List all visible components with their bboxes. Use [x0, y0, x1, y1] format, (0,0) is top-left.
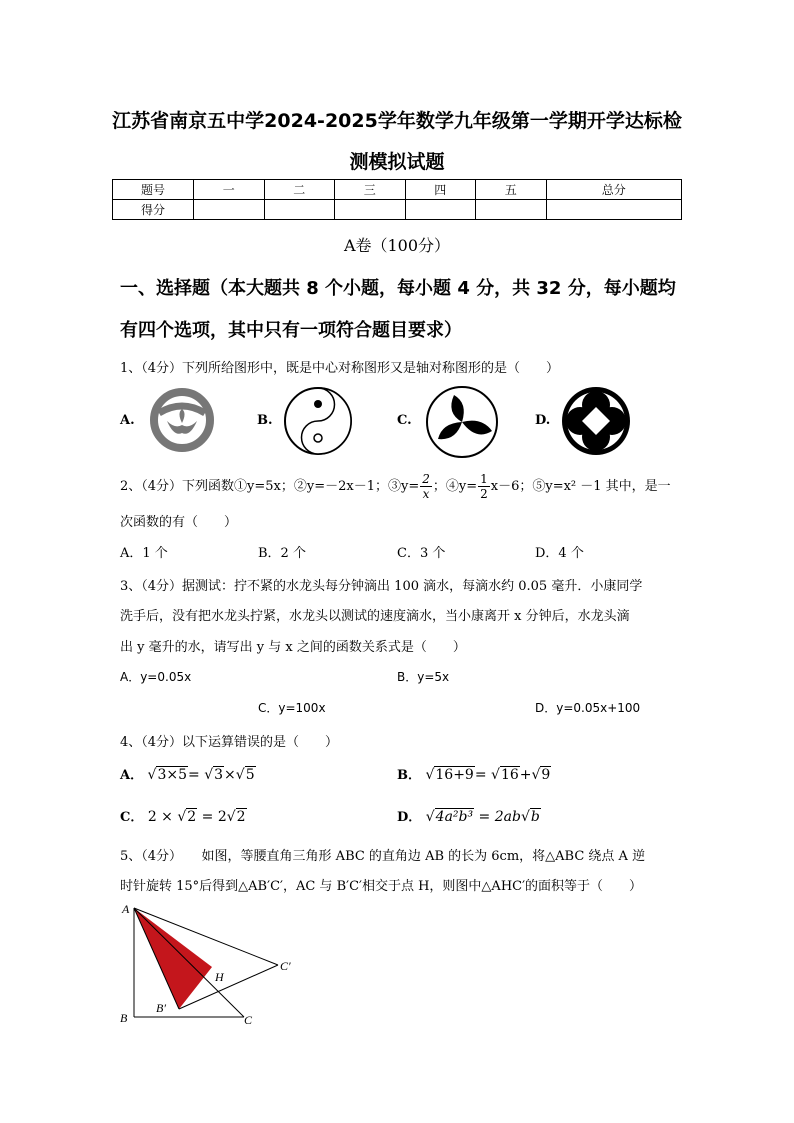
sqrt-icon: √ [235, 767, 245, 783]
q2-fraction-1-denominator: x [422, 487, 430, 501]
score-cell[interactable] [264, 200, 335, 220]
q4-b-radicand: 16+9 [435, 767, 474, 783]
q2-fraction-2-over-x [420, 472, 432, 501]
sqrt-icon: √ [425, 809, 435, 825]
q1-option-b-label[interactable]: B. [257, 413, 273, 428]
q3-option-c[interactable]: C．y=100x [258, 701, 326, 715]
q2-option-b[interactable]: B．2 个 [258, 546, 306, 561]
q4-a-r1: 3 [214, 767, 224, 783]
figure-label-c: C [244, 1013, 253, 1027]
score-header-cell: 题号 [113, 180, 194, 200]
q2-text-part-2: ；④y= [432, 479, 478, 494]
q4-option-b-label: B． [397, 768, 421, 783]
q1-option-c-three-petal-icon [424, 385, 500, 459]
page-title-line-2: 测模拟试题 [349, 151, 445, 173]
score-table-header-row [113, 180, 682, 200]
q4-option-c[interactable] [120, 806, 247, 825]
q2-option-d[interactable]: D．4 个 [535, 546, 584, 561]
q4-a-radicand: 3×5 [157, 767, 188, 783]
q4-option-c-label: C． [120, 810, 144, 825]
score-cell[interactable] [405, 200, 476, 220]
score-header-cell: 一 [194, 180, 265, 200]
q2-text-part-3: x－6；⑤y=x² －1 其中，是一 [490, 479, 671, 494]
sqrt-icon: √ [177, 809, 187, 825]
q1-option-c-label[interactable]: C. [397, 413, 412, 428]
score-header-cell: 四 [405, 180, 476, 200]
q5-triangle-figure [116, 900, 306, 1030]
score-cell[interactable] [194, 200, 265, 220]
score-table-score-row [113, 200, 682, 220]
question-5-stem-line-1: 5、（4分） 如图，等腰直角三角形 ABC 的直角边 AB 的长为 6cm，将△ABC 绕点 A 逆 [120, 849, 646, 864]
figure-label-b-prime: B′ [156, 1001, 166, 1015]
sqrt-icon: √ [204, 767, 214, 783]
q2-option-c[interactable]: C．3 个 [397, 546, 446, 561]
q4-c-part2: = 2 [197, 809, 227, 825]
figure-label-a: A [122, 902, 130, 916]
score-cell[interactable] [546, 200, 682, 220]
q4-d-radicand: 4a²b³ [435, 809, 474, 825]
q4-b-r2: 9 [541, 767, 551, 783]
q1-option-a-label[interactable]: A. [120, 413, 135, 428]
page-title-line-1: 江苏省南京五中学2024-2025学年数学九年级第一学期开学达标检 [112, 110, 682, 132]
q4-option-a[interactable] [120, 764, 256, 783]
q1-option-d-four-petal-icon [559, 385, 633, 457]
question-4-stem: 4、（4分）以下运算错误的是（ ） [120, 735, 339, 750]
question-2-stem-line-2: 次函数的有（ ） [120, 515, 238, 530]
q1-option-d-label[interactable]: D. [535, 413, 551, 428]
sqrt-icon: √ [226, 809, 236, 825]
figure-label-h: H [215, 970, 224, 984]
question-3-stem-line-1: 3、（4分）据测试：拧不紧的水龙头每分钟滴出 100 滴水，每滴水约 0.05 毫升．小康同学 [120, 579, 643, 594]
q4-option-b[interactable] [397, 764, 551, 783]
question-2-stem [120, 472, 671, 501]
section-a-heading: A卷（100分） [343, 236, 451, 255]
segment-ac [134, 908, 244, 1017]
q2-text-part-1: 2、（4分）下列函数①y=5x；②y=－2x－1；③y= [120, 479, 420, 494]
score-table [112, 179, 682, 220]
q4-a-r2: 5 [245, 767, 255, 783]
score-header-cell: 总分 [546, 180, 682, 200]
q1-option-b-yin-yang-icon [281, 385, 355, 457]
q2-option-a[interactable]: A．1 个 [120, 546, 168, 561]
q4-option-a-label: A． [120, 768, 144, 783]
question-1-stem: 1、（4分）下列所给图形中，既是中心对称图形又是轴对称图形的是（ ） [120, 361, 560, 376]
q4-option-d-label: D． [397, 810, 422, 825]
q4-c-part1: 2 × [147, 809, 178, 825]
q4-c-r1: 2 [187, 809, 197, 825]
question-5-stem-line-2: 时针旋转 15°后得到△AB′C′，AC 与 B′C′相交于点 H，则图中△AHC′的面积等于（ ） [120, 879, 643, 894]
figure-label-b: B [120, 1011, 128, 1025]
section-1-heading-line-1: 一、选择题（本大题共 8 个小题，每小题 4 分，共 32 分，每小题均 [120, 278, 676, 299]
score-cell[interactable] [476, 200, 547, 220]
q1-option-a-emblem-icon [147, 387, 217, 453]
sqrt-icon: √ [425, 767, 435, 783]
q4-d-r1: b [530, 809, 540, 825]
score-header-cell: 五 [476, 180, 547, 200]
q4-c-r2: 2 [236, 809, 246, 825]
q2-fraction-1-numerator: 2 [422, 472, 430, 486]
q4-a-eq: = [188, 767, 205, 783]
score-row-label: 得分 [113, 200, 194, 220]
sqrt-icon: √ [531, 767, 541, 783]
q4-option-d[interactable] [397, 806, 541, 825]
q2-fraction-2-numerator: 1 [480, 472, 488, 486]
q3-option-a[interactable]: A．y=0.05x [120, 670, 192, 684]
q4-a-op: × [224, 767, 236, 783]
score-cell[interactable] [335, 200, 406, 220]
q4-d-eq: = 2ab [474, 809, 521, 825]
figure-label-c-prime: C′ [280, 959, 291, 973]
q2-fraction-1-over-2 [478, 472, 490, 501]
q2-fraction-2-denominator: 2 [480, 487, 488, 501]
sqrt-icon: √ [147, 767, 157, 783]
q4-b-r1: 16 [500, 767, 519, 783]
q3-option-d[interactable]: D．y=0.05x+100 [535, 701, 641, 715]
question-3-stem-line-2: 洗手后，没有把水龙头拧紧，水龙头以测试的速度滴水，当小康离开 x 分钟后，水龙头滴 [120, 609, 630, 624]
score-header-cell: 二 [264, 180, 335, 200]
q4-b-op: + [519, 767, 532, 783]
sqrt-icon: √ [491, 767, 500, 783]
section-1-heading-line-2: 有四个选项，其中只有一项符合题目要求） [120, 320, 462, 341]
sqrt-icon: √ [520, 809, 530, 825]
q3-option-b[interactable]: B．y=5x [397, 670, 450, 684]
score-header-cell: 三 [335, 180, 406, 200]
q4-b-eq: = [474, 767, 492, 783]
question-3-stem-line-3: 出 y 毫升的水，请写出 y 与 x 之间的函数关系式是（ ） [120, 640, 466, 655]
